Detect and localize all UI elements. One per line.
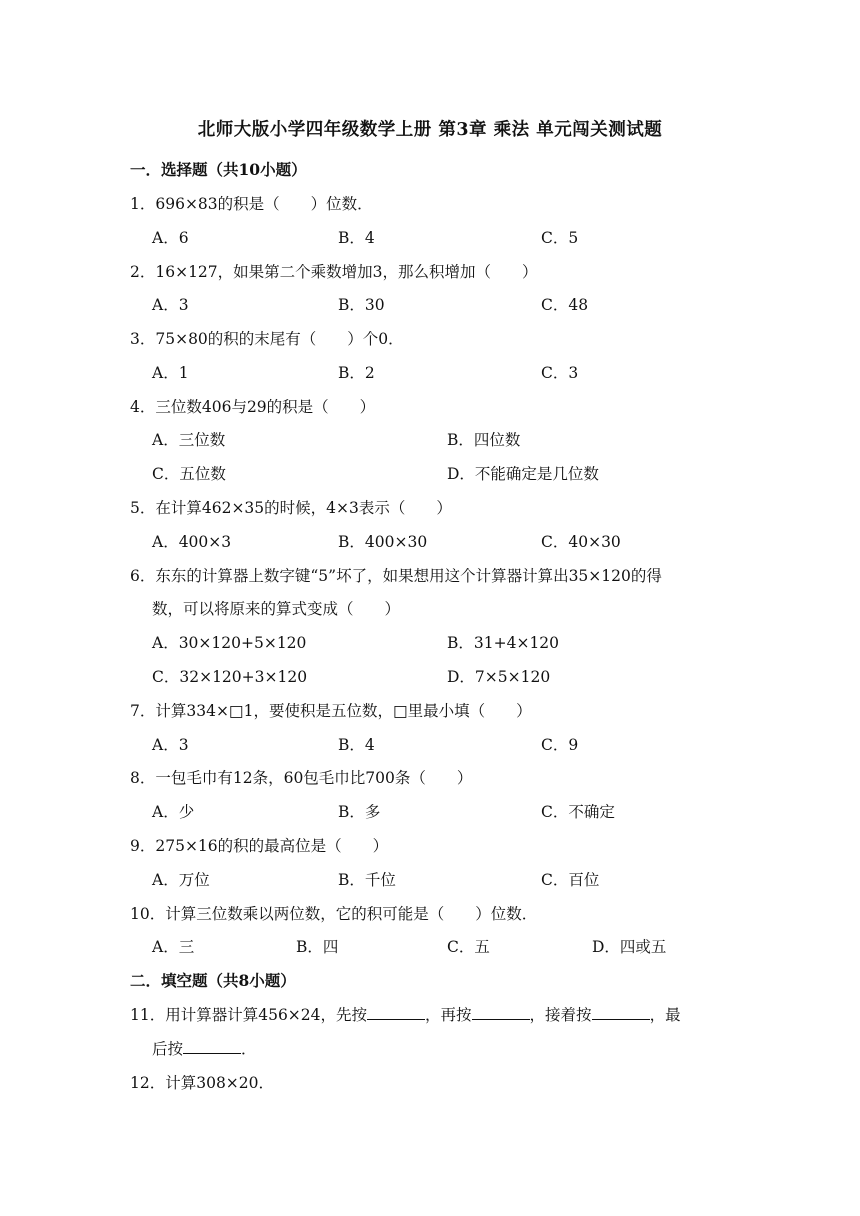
q11-text-2: ，再按 — [425, 1006, 472, 1024]
q2-option-c: C．48 — [541, 296, 589, 314]
q1-option-b: B．4 — [338, 229, 375, 247]
question-6: 6．东东的计算器上数字键“5”坏了，如果想用这个计算器计算出35×120的得 — [130, 567, 662, 585]
q10-option-c: C．五 — [447, 938, 490, 956]
q9-option-a: A．万位 — [152, 871, 210, 889]
answer-blank-1[interactable] — [367, 1005, 425, 1020]
question-9: 9．275×16的积的最高位是（ ） — [130, 837, 389, 855]
answer-blank-4[interactable] — [183, 1039, 241, 1054]
q11-text-1: 11．用计算器计算456×24，先按 — [130, 1006, 368, 1024]
q6-option-c: C．32×120+3×120 — [152, 668, 308, 686]
q1-option-c: C．5 — [541, 229, 579, 247]
answer-blank-2[interactable] — [472, 1005, 530, 1020]
question-5: 5．在计算462×35的时候，4×3表示（ ） — [130, 499, 452, 517]
section-choice-heading: 一．选择题（共10小题） — [130, 160, 307, 179]
q11-text-5: 后按 — [152, 1040, 184, 1058]
question-11 — [130, 1003, 681, 1025]
q6-option-b: B．31+4×120 — [447, 634, 560, 652]
q8-option-a: A．少 — [152, 803, 195, 821]
q10-option-b: B．四 — [296, 938, 339, 956]
q5-option-b: B．400×30 — [338, 533, 428, 551]
q8-option-b: B．多 — [338, 803, 381, 821]
question-7: 7．计算334×□1，要使积是五位数，□里最小填（ ） — [130, 702, 532, 720]
q7-option-a: A．3 — [152, 736, 189, 754]
q8-option-c: C．不确定 — [541, 803, 615, 821]
q9-option-c: C．百位 — [541, 871, 600, 889]
q9-option-b: B．千位 — [338, 871, 396, 889]
question-11-continued — [152, 1037, 257, 1059]
question-2: 2．16×127，如果第二个乘数增加3，那么积增加（ ） — [130, 263, 538, 281]
q3-option-a: A．1 — [152, 364, 189, 382]
q5-option-c: C．40×30 — [541, 533, 621, 551]
q11-text-6: ． — [241, 1040, 257, 1058]
q3-option-c: C．3 — [541, 364, 579, 382]
q4-option-c: C．五位数 — [152, 465, 226, 483]
answer-blank-3[interactable] — [592, 1005, 650, 1020]
question-12: 12．计算308×20． — [130, 1074, 275, 1092]
document-title: 北师大版小学四年级数学上册 第3章 乘法 单元闯关测试题 — [197, 120, 663, 140]
question-6-continued: 数，可以将原来的算式变成（ ） — [152, 600, 401, 618]
q1-option-a: A．6 — [152, 229, 189, 247]
q2-option-a: A．3 — [152, 296, 189, 314]
q2-option-b: B．30 — [338, 296, 385, 314]
q4-option-d: D．不能确定是几位数 — [447, 465, 599, 483]
section-fill-heading: 二．填空题（共8小题） — [130, 971, 296, 990]
q5-option-a: A．400×3 — [152, 533, 232, 551]
q11-text-4: ，最 — [649, 1006, 681, 1024]
q7-option-b: B．4 — [338, 736, 375, 754]
question-10: 10．计算三位数乘以两位数，它的积可能是（ ）位数． — [130, 905, 538, 923]
question-1: 1．696×83的积是（ ）位数． — [130, 195, 373, 213]
q6-option-d: D．7×5×120 — [447, 668, 551, 686]
q4-option-a: A．三位数 — [152, 431, 226, 449]
question-8: 8．一包毛巾有12条，60包毛巾比700条（ ） — [130, 769, 473, 787]
q11-text-3: ，接着按 — [529, 1006, 592, 1024]
q7-option-c: C．9 — [541, 736, 579, 754]
q3-option-b: B．2 — [338, 364, 375, 382]
question-3: 3．75×80的积的末尾有（ ）个0． — [130, 330, 404, 348]
q6-option-a: A．30×120+5×120 — [152, 634, 307, 652]
q10-option-a: A．三 — [152, 938, 195, 956]
q4-option-b: B．四位数 — [447, 431, 521, 449]
q10-option-d: D．四或五 — [592, 938, 667, 956]
question-4: 4．三位数406与29的积是（ ） — [130, 398, 376, 416]
